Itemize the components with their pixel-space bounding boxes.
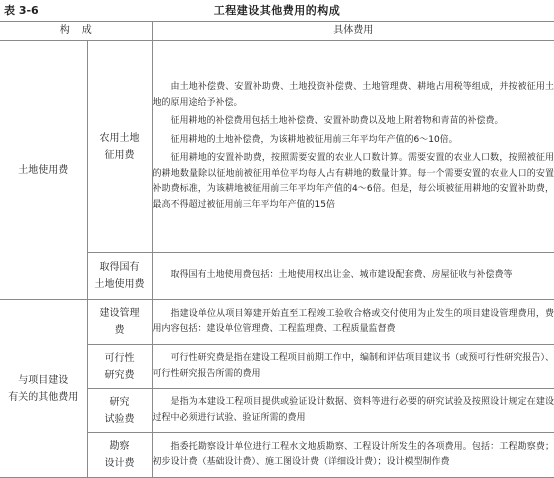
header-specific-costs: 具体费用: [152, 22, 554, 41]
item-description-feasibility-study: [152, 345, 554, 389]
table-caption: [0, 0, 554, 20]
item-name-farmland-acquisition: [87, 41, 152, 253]
item-name-line: 建设管理: [100, 308, 140, 319]
description-paragraph: 取得国有土地使用费包括：土地使用权出让金、城市建设配套费、房屋征收与补偿费等: [153, 268, 554, 284]
category-line: 有关的其他费用: [8, 392, 78, 403]
description-paragraph: 指委托勘察设计单位进行工程水文地质勘察、工程设计所发生的各项费用。包括：工程勘察费；初步设计费（基础设计费）、施工图设计费（详细设计费）；设计模型制作费: [153, 440, 554, 471]
category-project-related-costs: [0, 300, 87, 478]
item-name-state-land-use: [87, 253, 152, 300]
item-name-line: 可行性: [105, 353, 135, 364]
description-paragraph: 征用耕地的补偿费用包括土地补偿费、安置补助费以及地上附着物和青苗的补偿费。: [153, 114, 554, 130]
description-paragraph: 征用耕地的土地补偿费，为该耕地被征用前三年平均年产值的6～10倍。: [153, 133, 554, 149]
item-name-line: 设计费: [105, 458, 135, 469]
item-name-line: 土地使用费: [95, 279, 145, 290]
table-header-row: [0, 22, 554, 41]
table-number: 表 3-6: [4, 2, 39, 18]
item-description-survey-design: [152, 433, 554, 478]
item-description-state-land-use: [152, 253, 554, 300]
cost-composition-table: [0, 21, 554, 478]
header-composition: 构成: [0, 22, 152, 41]
item-name-line: 征用费: [105, 150, 135, 161]
description-paragraph: 可行性研究费是指在建设工程项目前期工作中，编制和评估项目建议书（或预可行性研究报告）、可行性研究报告所需的费用: [153, 351, 554, 382]
item-description-research-testing: [152, 389, 554, 433]
item-name-line: 试验费: [105, 414, 135, 425]
item-name-line: 研究费: [105, 370, 135, 381]
description-paragraph: 指建设单位从项目筹建开始直至工程竣工验收合格或交付使用为止发生的项目建设管理费用，费用内容包括：建设单位管理费、工程监理费、工程质量监督费: [153, 307, 554, 338]
description-paragraph: 由土地补偿费、安置补助费、土地投资补偿费、土地管理费、耕地占用税等组成，并按被征用土地的原用途给予补偿。: [153, 80, 554, 111]
item-name-line: 研究: [110, 397, 130, 408]
item-name-line: 农用土地: [100, 133, 140, 144]
item-name-construction-management: [87, 300, 152, 345]
item-description-farmland-acquisition: [152, 41, 554, 253]
category-line: 与项目建设: [18, 375, 68, 386]
item-name-line: 勘察: [110, 441, 130, 452]
table-title: 工程建设其他费用的构成: [0, 2, 554, 18]
table-row: [0, 300, 554, 345]
item-name-research-testing: [87, 389, 152, 433]
table-row: [0, 41, 554, 253]
item-name-survey-design: [87, 433, 152, 478]
description-paragraph: 征用耕地的安置补助费，按照需要安置的农业人口数计算。需要安置的农业人口数，按照被征用的耕地数量除以征地前被征用单位平均每人占有耕地的数量计算。每一个需要安置的农业人口的安置补助费标准，为该耕地被征用前三年平均年产值的4～6倍。但是，每公顷被征用耕地的安置补助费，最高不得超过被征用前三年平均年产值的15倍: [153, 151, 554, 213]
item-description-construction-management: [152, 300, 554, 345]
description-paragraph: 是指为本建设工程项目提供或验证设计数据、资料等进行必要的研究试验及按照设计规定在建设过程中必须进行试验、验证所需的费用: [153, 395, 554, 426]
item-name-line: 取得国有: [100, 262, 140, 273]
item-name-feasibility-study: [87, 345, 152, 389]
category-land-use: 土地使用费: [0, 41, 87, 300]
item-name-line: 费: [115, 325, 125, 336]
